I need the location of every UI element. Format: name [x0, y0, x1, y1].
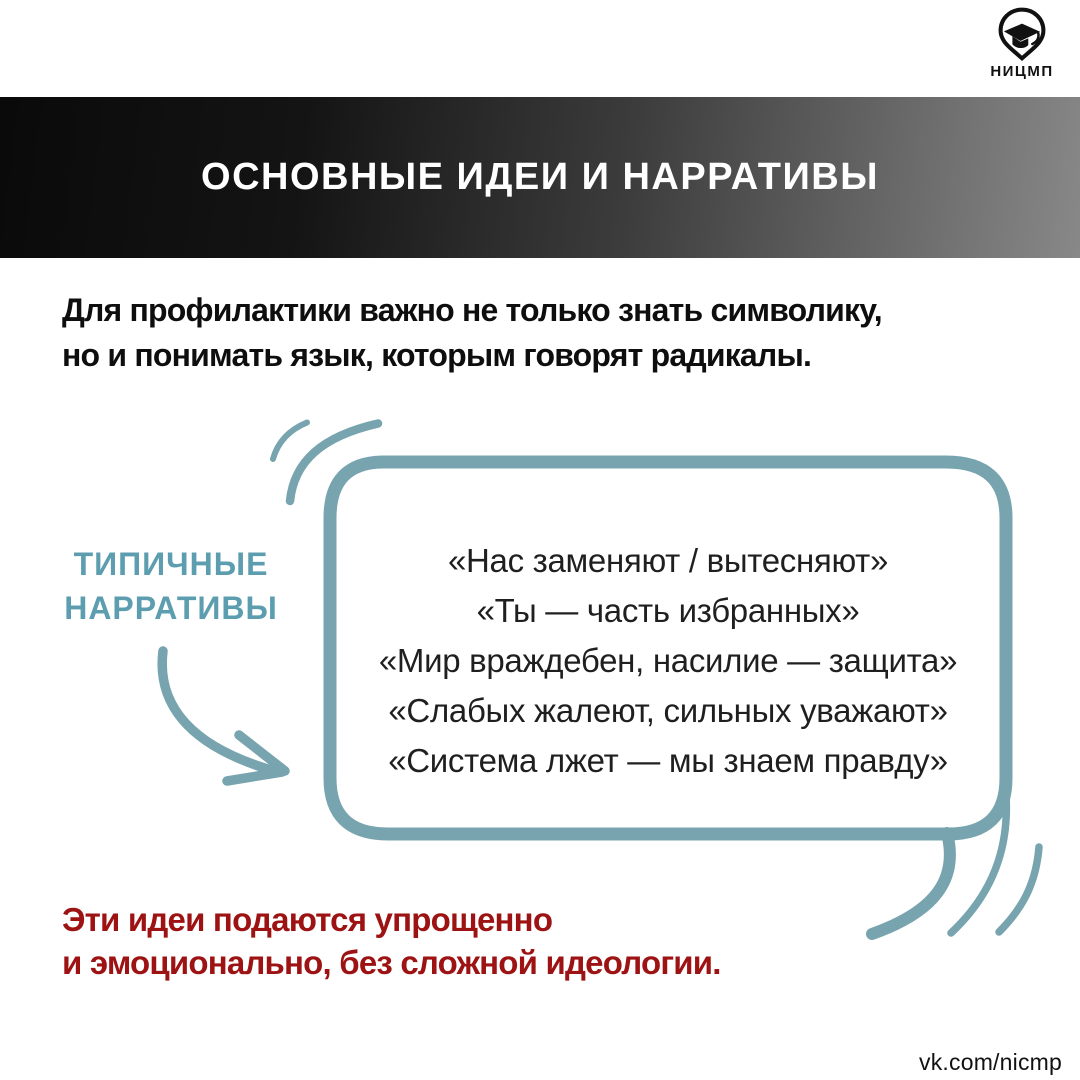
- narratives-label-line-1: ТИПИЧНЫЕ: [73, 546, 269, 582]
- footer-link: vk.com/nicmp: [919, 1049, 1062, 1075]
- narrative-item: «Нас заменяют / вытесняют»: [447, 542, 889, 579]
- narrative-item: «Ты — часть избранных»: [476, 592, 860, 629]
- narrative-item: «Мир враждебен, насилие — защита»: [378, 642, 958, 679]
- outro-line-1: Эти идеи подаются упрощенно: [62, 901, 553, 938]
- intro-line-1: Для профилактики важно не только знать символику,: [62, 292, 882, 328]
- narratives-label-line-2: НАРРАТИВЫ: [64, 590, 278, 626]
- outro-text: [62, 898, 721, 984]
- narrative-item: «Слабых жалеют, сильных уважают»: [388, 692, 948, 729]
- curved-arrow-icon: [162, 651, 285, 781]
- logo-text: НИЦМП: [990, 63, 1054, 80]
- motion-lines-bottom-right: [951, 776, 1039, 933]
- title-banner: [0, 97, 1080, 258]
- speech-bubble-content: [332, 536, 1004, 786]
- outro-line-2: и эмоционально, без сложной идеологии.: [62, 944, 721, 981]
- narratives-label: [40, 542, 302, 630]
- org-logo: [978, 6, 1066, 80]
- graduation-cap-pin-icon: [991, 6, 1053, 62]
- intro-text: [62, 288, 882, 378]
- intro-line-2: но и понимать язык, которым говорят радикалы.: [62, 337, 812, 373]
- narrative-item: «Система лжет — мы знаем правду»: [388, 742, 948, 779]
- bubble-tail: [872, 833, 950, 934]
- page-title: ОСНОВНЫЕ ИДЕИ И НАРРАТИВЫ: [201, 156, 879, 198]
- motion-lines-top-left: [273, 423, 378, 502]
